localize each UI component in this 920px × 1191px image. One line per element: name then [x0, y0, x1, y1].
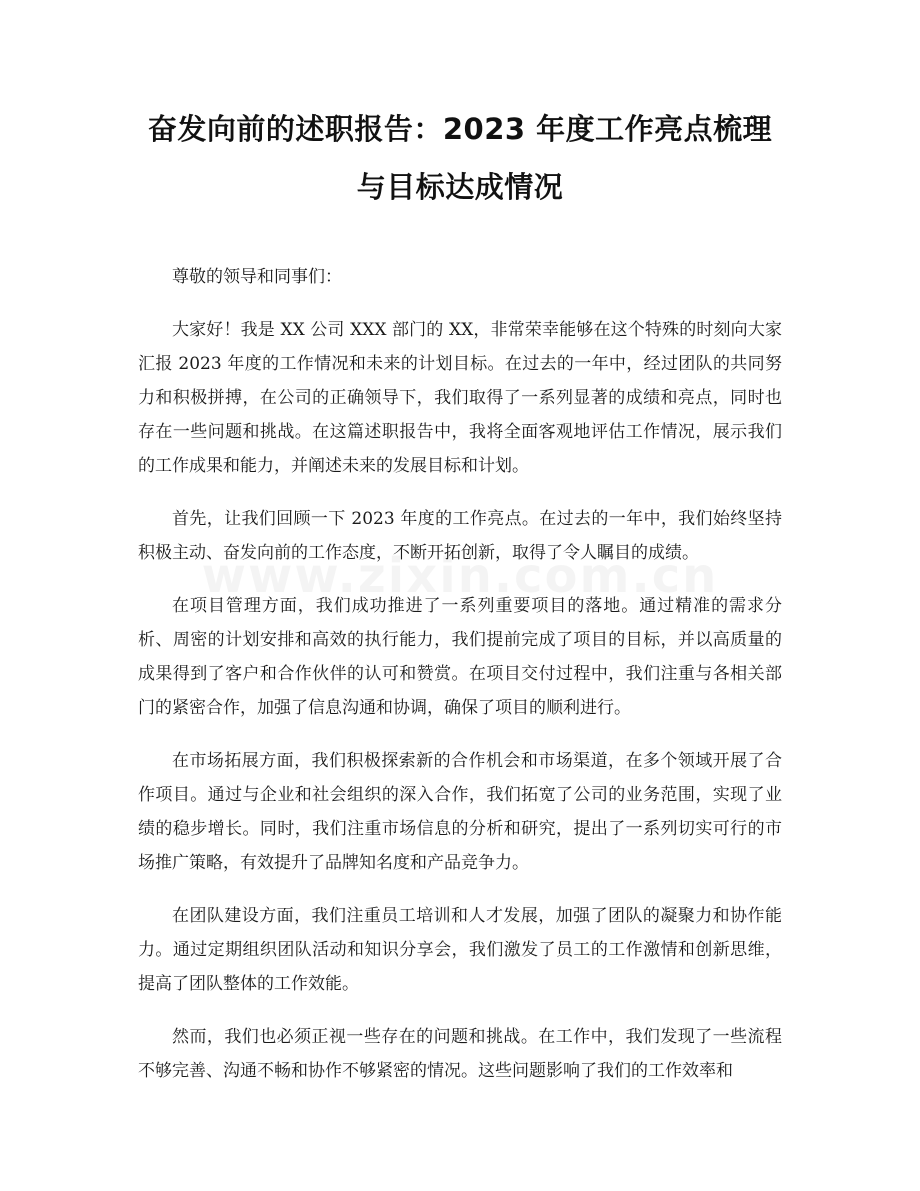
paragraph-market-expansion: 在市场拓展方面，我们积极探索新的合作机会和市场渠道，在多个领域开展了合作项目。通过与企业和社会组织的深入合作，我们拓宽了公司的业务范围，实现了业绩的稳步增长。同时，我们注重市场信息的分析和研究，提出了一系列切实可行的市场推广策略，有效提升了品牌知名度和产品竞争力。	[138, 751, 782, 873]
greeting: 尊敬的领导和同事们：	[172, 267, 342, 287]
paragraph-project-management: 在项目管理方面，我们成功推进了一系列重要项目的落地。通过精准的需求分析、周密的计划安排和高效的执行能力，我们提前完成了项目的目标，并以高质量的成果得到了客户和合作伙伴的认可和赞赏。在项目交付过程中，我们注重与各相关部门的紧密合作，加强了信息沟通和协调，确保了项目的顺利进行。	[138, 596, 782, 718]
document-title: 奋发向前的述职报告：2023 年度工作亮点梳理与目标达成情况	[147, 112, 773, 204]
paragraph-problems: 然而，我们也必须正视一些存在的问题和挑战。在工作中，我们发现了一些流程不够完善、沟通不畅和协作不够紧密的情况。这些问题影响了我们的工作效率和	[138, 1027, 782, 1081]
paragraph-highlights: 首先，让我们回顾一下 2023 年度的工作亮点。在过去的一年中，我们始终坚持积极主动、奋发向前的工作态度，不断开拓创新，取得了令人瞩目的成绩。	[138, 509, 782, 563]
paragraph-intro: 大家好！我是 XX 公司 XXX 部门的 XX，非常荣幸能够在这个特殊的时刻向大家汇报 2023 年度的工作情况和未来的计划目标。在过去的一年中，经过团队的共同努力和积极拼搏，在公司的正确领导下，我们取得了一系列显著的成绩和亮点，同时也存在一些问题和挑战。在这篇述职报告中，我将全面客观地评估工作情况，展示我们的工作成果和能力，并阐述未来的发展目标和计划。	[138, 320, 782, 476]
paragraph-team-building: 在团队建设方面，我们注重员工培训和人才发展，加强了团队的凝聚力和协作能力。通过定期组织团队活动和知识分享会，我们激发了员工的工作激情和创新思维，提高了团队整体的工作效能。	[138, 906, 782, 994]
